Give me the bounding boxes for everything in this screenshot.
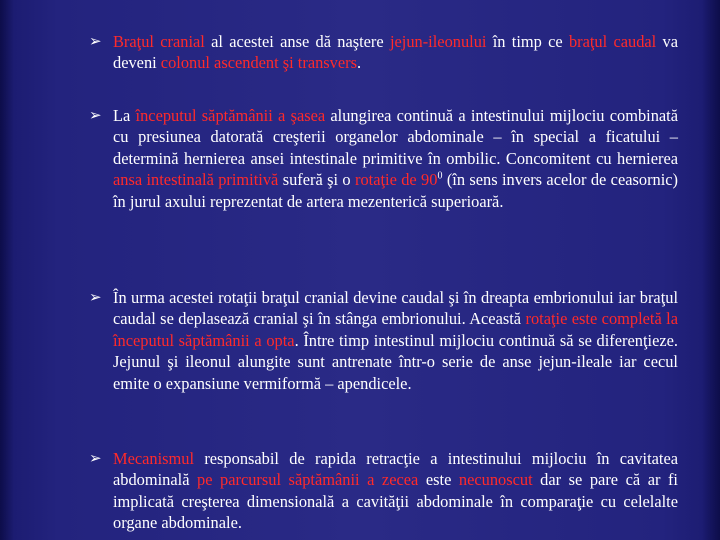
body-text: responsabil de rapida retracţie a intestinului mijlociu în cavitatea abdominală bbox=[113, 449, 678, 490]
body-text: La bbox=[113, 106, 136, 125]
bullet-text bbox=[113, 449, 678, 532]
body-text: al acestei anse dă naştere bbox=[204, 32, 390, 51]
highlighted-text: necunoscut bbox=[458, 470, 533, 490]
body-text: alungirea continuă a intestinului mijlociu combinată cu presiunea datorată creşterii organelor abdominale – în special a ficatului – determină hernierea ansei intestinale primitive în ombilic. Concomitent cu hernierea bbox=[113, 106, 678, 168]
slide-right-edge bbox=[702, 0, 720, 540]
bullet-text bbox=[113, 106, 678, 211]
highlighted-text: pe parcursul săptămânii a zecea bbox=[197, 470, 419, 490]
highlighted-text: începutul săptămânii a şasea bbox=[135, 106, 326, 125]
bullet-text bbox=[113, 32, 678, 72]
bullet-item-3 bbox=[89, 287, 678, 394]
bullet-item-4 bbox=[89, 448, 678, 534]
arrow-bullet-icon: ➢ bbox=[89, 449, 102, 467]
highlighted-text: ansa intestinală primitivă bbox=[113, 170, 279, 190]
bullet-text bbox=[113, 288, 678, 393]
body-text: 0 bbox=[437, 170, 443, 182]
highlighted-text: rotaţie este completă la începutul săptămânii a opta bbox=[113, 309, 678, 350]
bullet-item-1 bbox=[89, 31, 678, 74]
arrow-bullet-icon: ➢ bbox=[89, 106, 102, 124]
highlighted-text: braţul caudal bbox=[568, 32, 657, 51]
body-text: În urma acestei rotaţii braţul cranial devine caudal şi în dreapta embrionului iar braţul caudal se deplasează cranial şi în stânga embrionului. Această bbox=[113, 288, 678, 329]
body-text: va deveni bbox=[113, 32, 678, 73]
body-text: suferă şi o bbox=[278, 170, 355, 190]
body-text: dar se pare că ar fi implicată creşterea dimensională a cavităţii abdominale în comparaţie cu celelalte organe abdominale. bbox=[113, 470, 678, 533]
body-text: este bbox=[418, 470, 459, 490]
slide-left-edge bbox=[0, 0, 14, 540]
highlighted-text: jejun-ileonului bbox=[389, 32, 487, 51]
highlighted-text: Braţul cranial bbox=[113, 32, 205, 51]
highlighted-text: Mecanismul bbox=[113, 449, 195, 468]
highlighted-text: colonul ascendent şi transvers bbox=[160, 53, 357, 73]
body-text: . bbox=[356, 53, 362, 73]
body-text: în timp ce bbox=[486, 32, 569, 51]
bullet-item-2 bbox=[89, 105, 679, 212]
highlighted-text: rotaţie de 90 bbox=[354, 170, 438, 190]
body-text: (în sens invers acelor de ceasornic) în jurul axului reprezentat de artera mezenterică superioară. bbox=[113, 170, 679, 211]
arrow-bullet-icon: ➢ bbox=[89, 288, 102, 306]
body-text: . Între timp intestinul mijlociu continuă să se diferenţieze. Jejunul şi ileonul alungite sunt antrenate într-o serie de anse jejun-ileale iar cecul emite o expansiune vermiformă – apendicele. bbox=[113, 330, 678, 393]
arrow-bullet-icon: ➢ bbox=[89, 32, 102, 50]
